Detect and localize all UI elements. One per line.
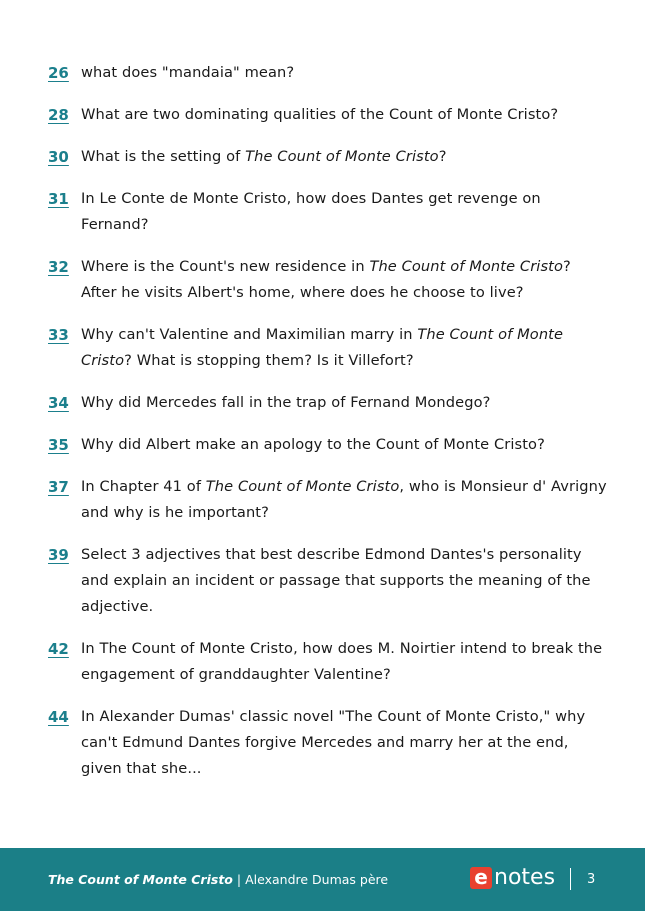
book-title-italic: The Count of Monte Cristo [245, 148, 439, 165]
question-item [48, 186, 608, 238]
question-text [81, 186, 608, 238]
question-number-link[interactable]: 26 [48, 64, 69, 82]
book-title-italic: The Count of Monte Cristo [81, 326, 564, 369]
question-number-link[interactable]: 44 [48, 708, 69, 726]
question-number-link[interactable]: 30 [48, 148, 69, 166]
question-text-part: Where is the Count's new residence in [81, 258, 370, 275]
question-item [48, 60, 608, 86]
question-item [48, 322, 608, 374]
question-number-link[interactable]: 32 [48, 258, 69, 276]
question-text [81, 144, 447, 170]
question-item [48, 254, 608, 306]
question-text [81, 254, 608, 306]
book-title-italic: The Count of Monte Cristo [205, 478, 400, 495]
question-text [81, 390, 490, 416]
author-name: Alexandre Dumas père [245, 872, 389, 887]
question-item [48, 432, 608, 458]
question-number-link[interactable]: 33 [48, 326, 69, 344]
question-text-part: Why can't Valentine and Maximilian marry in [81, 326, 418, 343]
question-number-link[interactable]: 35 [48, 436, 69, 454]
footer-title [48, 872, 388, 888]
question-text-part: what does "mandaia" mean? [81, 64, 295, 81]
question-text [81, 636, 608, 688]
question-text [81, 60, 294, 86]
question-text-part: , who is Monsieur d' Avrigny and why is he important? [81, 478, 607, 521]
question-item [48, 144, 608, 170]
question-text [81, 542, 608, 620]
question-text-part: Select 3 adjectives that best describe Edmond Dantes's personality and explain an incident or passage that supports the meaning of the adjective. [81, 546, 591, 615]
question-text-part: ? What is stopping them? Is it Villefort? [124, 352, 414, 369]
footer-divider [570, 868, 571, 890]
question-text-part: In Alexander Dumas' classic novel "The Count of Monte Cristo," why can't Edmund Dantes forgive Mercedes and marry her at the end, given that she... [81, 708, 586, 777]
question-number-link[interactable]: 31 [48, 190, 69, 208]
question-item [48, 390, 608, 416]
question-text [81, 322, 608, 374]
question-item [48, 636, 608, 688]
question-text-part: In The Count of Monte Cristo, how does M. Noirtier intend to break the engagement of granddaughter Valentine? [81, 640, 603, 683]
question-number-link[interactable]: 34 [48, 394, 69, 412]
question-text [81, 432, 545, 458]
question-text-part: Why did Mercedes fall in the trap of Fernand Mondego? [81, 394, 491, 411]
book-title-italic: The Count of Monte Cristo [369, 258, 564, 275]
question-text-part: Why did Albert make an apology to the Count of Monte Cristo? [81, 436, 545, 453]
page-number: 3 [587, 872, 596, 887]
book-title: The Count of Monte Cristo [48, 872, 233, 887]
title-separator: | [236, 872, 242, 887]
footer-bar [0, 848, 645, 911]
question-item [48, 102, 608, 128]
question-text-part: In Chapter 41 of [81, 478, 206, 495]
question-text [81, 704, 608, 782]
question-text-part: ? [438, 148, 447, 165]
question-text-part: What is the setting of [81, 148, 246, 165]
question-number-link[interactable]: 37 [48, 478, 69, 496]
question-number-link[interactable]: 39 [48, 546, 69, 564]
question-text-part: What are two dominating qualities of the Count of Monte Cristo? [81, 106, 559, 123]
question-text [81, 102, 558, 128]
enotes-logo[interactable] [470, 866, 555, 890]
question-number-link[interactable]: 42 [48, 640, 69, 658]
question-item [48, 474, 608, 526]
question-text-part: In Le Conte de Monte Cristo, how does Dantes get revenge on Fernand? [81, 190, 541, 233]
question-number-link[interactable]: 28 [48, 106, 69, 124]
enotes-wordmark: notes [494, 865, 556, 890]
enotes-e-icon: e [470, 867, 492, 889]
question-list [48, 60, 608, 798]
question-item [48, 542, 608, 620]
question-text [81, 474, 608, 526]
question-item [48, 704, 608, 782]
question-text-part: ? After he visits Albert's home, where does he choose to live? [81, 258, 571, 301]
